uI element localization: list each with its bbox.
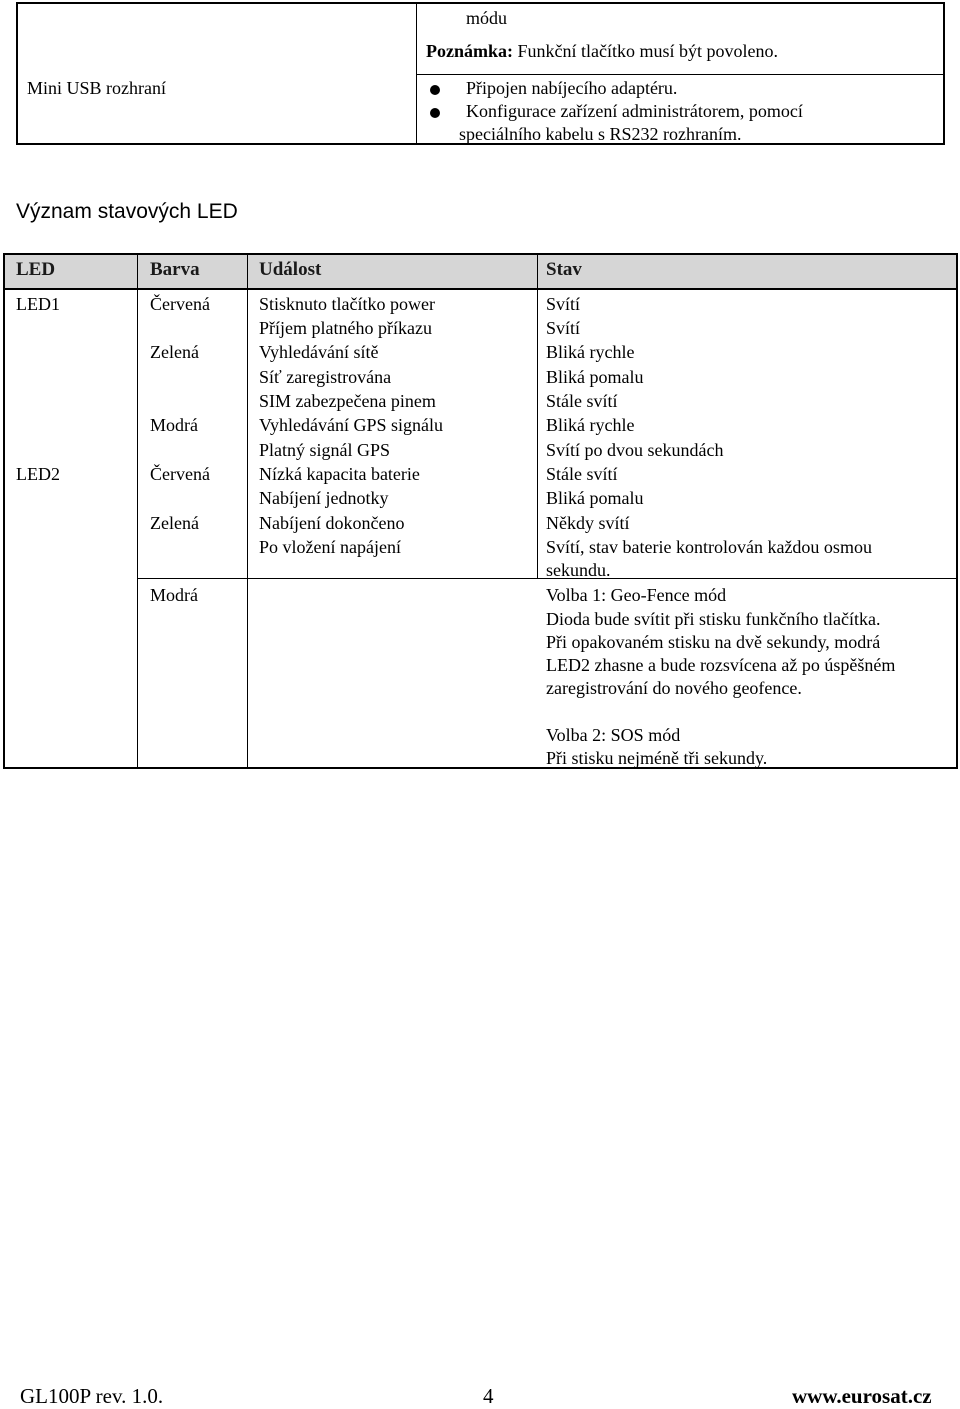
event-cell: SIM zabezpečena pinem (259, 391, 436, 411)
header-led: LED (16, 259, 56, 280)
color-cell: Modrá (150, 585, 198, 605)
footer-revision: GL100P rev. 1.0. (20, 1384, 164, 1408)
state-cell: Svítí, stav baterie kontrolován každou osmou (546, 537, 872, 557)
state-cell: Při stisku nejméně tři sekundy. (546, 748, 768, 768)
column-divider (247, 255, 248, 578)
column-divider (247, 578, 248, 767)
state-cell: Bliká rychle (546, 415, 635, 435)
state-cell: Bliká pomalu (546, 488, 644, 508)
state-cell: Volba 2: SOS mód (546, 725, 681, 745)
table-header (5, 255, 956, 290)
color-cell: Červená (150, 464, 210, 484)
state-cell: Při opakovaném stisku na dvě sekundy, modrá (546, 632, 881, 652)
state-cell: Dioda bude svítit při stisku funkčního tlačítka. (546, 609, 881, 629)
state-cell: LED2 zhasne a bude rozsvícena až po úspěšném (546, 655, 896, 675)
state-cell: Volba 1: Geo-Fence mód (546, 585, 727, 605)
bullet-icon (430, 85, 440, 95)
event-cell: Nízká kapacita baterie (259, 464, 420, 484)
led-status-table (3, 253, 958, 769)
note (426, 40, 778, 62)
state-cell: Někdy svítí (546, 513, 630, 533)
section-title: Význam stavových LED (16, 200, 238, 223)
note-label: Poznámka: (426, 41, 513, 61)
led-label: LED2 (16, 464, 60, 484)
state-cell: Svítí (546, 294, 581, 314)
color-cell: Zelená (150, 513, 199, 533)
color-cell: Červená (150, 294, 210, 314)
bullet-icon (430, 108, 440, 118)
event-cell: Příjem platného příkazu (259, 318, 432, 338)
event-cell: Vyhledávání GPS signálu (259, 415, 443, 435)
header-color: Barva (150, 259, 200, 280)
state-cell: sekundu. (546, 560, 611, 580)
row-divider (416, 74, 943, 75)
bullet-item-2: Konfigurace zařízení administrátorem, pomocí (466, 101, 803, 121)
note-text: Funkční tlačítko musí být povoleno. (513, 41, 778, 61)
bullet-item-2-cont: speciálního kabelu s RS232 rozhraním. (459, 124, 742, 144)
column-divider (137, 255, 138, 767)
header-state: Stav (546, 259, 582, 280)
event-cell: Platný signál GPS (259, 440, 391, 460)
event-cell: Nabíjení jednotky (259, 488, 389, 508)
mini-usb-label: Mini USB rozhraní (27, 78, 166, 98)
event-cell: Po vložení napájení (259, 537, 401, 557)
mode-text: módu (466, 8, 508, 28)
state-cell: Stále svítí (546, 464, 618, 484)
device-interface-table (16, 2, 945, 145)
color-cell: Zelená (150, 342, 199, 362)
column-divider (537, 255, 538, 578)
page-number: 4 (483, 1384, 494, 1408)
led-label: LED1 (16, 294, 60, 314)
event-cell: Stisknuto tlačítko power (259, 294, 435, 314)
header-event: Událost (259, 259, 322, 280)
state-cell: Bliká pomalu (546, 367, 644, 387)
event-cell: Nabíjení dokončeno (259, 513, 405, 533)
state-cell: Stále svítí (546, 391, 618, 411)
state-cell: Svítí (546, 318, 581, 338)
event-cell: Vyhledávání sítě (259, 342, 379, 362)
event-cell: Síť zaregistrována (259, 367, 392, 387)
state-cell: Bliká rychle (546, 342, 635, 362)
color-cell: Modrá (150, 415, 198, 435)
footer-website: www.eurosat.cz (792, 1384, 932, 1408)
state-cell: Svítí po dvou sekundách (546, 440, 724, 460)
bullet-item-1: Připojen nabíjecího adaptéru. (466, 78, 678, 98)
state-cell: zaregistrování do nového geofence. (546, 678, 802, 698)
